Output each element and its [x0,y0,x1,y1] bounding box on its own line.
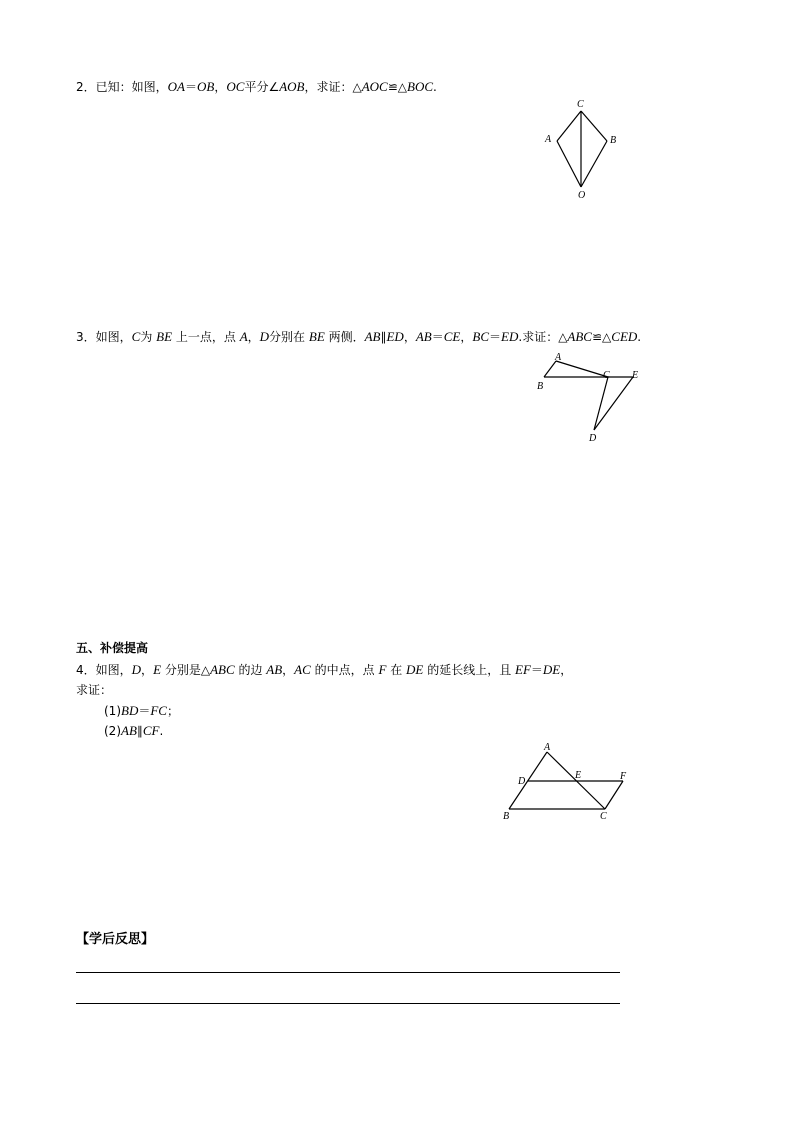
text: (1) [104,704,121,718]
writing-line-2 [76,1003,620,1004]
question-4-part-2 [104,723,163,739]
math: CED [611,329,638,344]
label-d: D [589,433,597,444]
text: . [159,724,164,738]
label-a: A [544,742,551,753]
math: EF [515,662,531,677]
text: ，求证：△ [304,80,362,94]
writing-line-1 [76,972,620,973]
math: C [131,329,141,344]
text: 如图， [95,663,132,677]
label-b: B [537,381,544,392]
question-number: 2． [76,80,96,94]
math: ED [501,329,519,344]
text: 上一点，点 [172,330,240,344]
q4-figure [495,738,645,828]
text: ＝ [530,663,543,677]
label-b: B [503,811,510,822]
label-c: C [600,811,607,822]
math: A [239,329,248,344]
text: ∥ [136,724,143,738]
text: 的延长线上，且 [423,663,516,677]
text: 平分∠ [244,80,280,94]
reflection-title: 【学后反思】 [76,932,155,947]
segment-bo [581,141,607,187]
math: ABC [210,662,235,677]
text: ＝ [431,330,444,344]
segment-fc [605,781,623,809]
math: F [378,662,387,677]
q2-kite-figure [535,95,625,205]
text: ＝ [489,330,502,344]
question-number: 4． [76,663,96,677]
math: ABC [567,329,592,344]
math: AB [266,662,283,677]
math: D [131,662,142,677]
math: AB [364,329,381,344]
segment-ac [556,361,608,377]
text: 两侧． [324,330,365,344]
segment-ao [557,141,581,187]
label-d: D [518,776,526,787]
segment-cd [594,377,608,430]
math: CE [443,329,461,344]
text: ， [141,663,154,677]
math: AB [121,723,137,738]
label-o: O [578,190,586,201]
text: . [433,80,437,94]
question-4-text [76,662,572,678]
question-3-text [76,329,641,345]
text: ； [166,704,179,718]
section-5-title: 五、补偿提高 [76,641,149,655]
text: ， [282,663,295,677]
text: ， [214,80,227,94]
text: ＝ [185,80,198,94]
text: 的边 [234,663,267,677]
math: OA [167,79,185,94]
segment-ca [557,111,581,141]
math: D [259,329,270,344]
math: BOC [407,79,434,94]
text: ＝ [138,704,151,718]
math: E [153,662,162,677]
segment-ed [594,377,633,430]
text: ， [247,330,260,344]
label-e: E [632,370,639,381]
text: . [637,330,642,344]
text: ∥ [380,330,387,344]
text: 为 [140,330,157,344]
text: 分别在 [269,330,309,344]
text: .求证：△ [518,330,568,344]
question-number: 3． [76,330,96,344]
text: 如图， [95,330,132,344]
math: BE [156,329,173,344]
math: CF [142,723,160,738]
label-a: A [555,352,562,363]
math: OC [226,79,245,94]
math: BC [472,329,490,344]
text: ， [560,663,573,677]
math: BD [121,703,139,718]
math: DE [406,662,424,677]
math: DE [542,662,561,677]
math: AC [294,662,311,677]
math: AOC [361,79,388,94]
math: OB [197,79,215,94]
math: AB [415,329,432,344]
math: AOB [279,79,305,94]
label-e: E [575,770,582,781]
text: ≌△ [591,330,612,344]
text: 分别是△ [161,663,211,677]
segment-cb [581,111,607,141]
math: FC [150,703,167,718]
text: ， [403,330,416,344]
question-4-prove: 求证： [76,683,113,697]
label-a: A [545,134,552,145]
question-2-text [76,79,437,95]
question-4-part-1 [104,703,179,719]
text: ≌△ [387,80,408,94]
math: BE [308,329,325,344]
label-b: B [610,135,617,146]
text: 在 [386,663,407,677]
text: 已知：如图， [95,80,168,94]
q3-figure [530,350,650,450]
math: ED [386,329,404,344]
label-c: C [603,370,610,381]
text: 的中点，点 [310,663,379,677]
label-f: F [620,771,627,782]
label-c: C [577,99,584,110]
text: ， [460,330,473,344]
segment-ab [544,361,556,377]
text: (2) [104,724,121,738]
